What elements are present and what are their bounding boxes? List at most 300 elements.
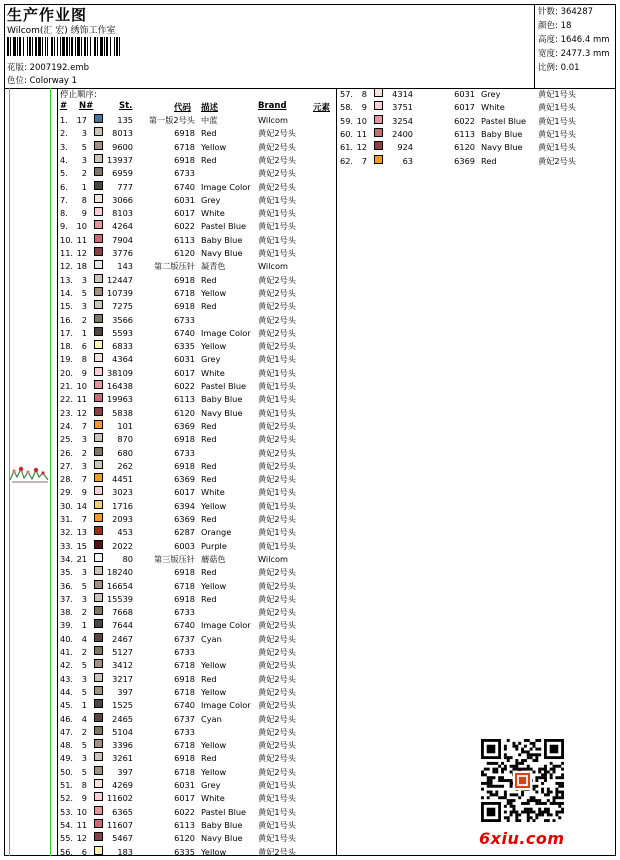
row-code: 6718 [174, 580, 195, 591]
stat-label: 高度: [538, 35, 558, 45]
row-stitches: 13937 [106, 154, 133, 165]
row-brand: 黄妃1号头 [258, 221, 296, 232]
row-code: 6003 [174, 540, 195, 551]
row-index: 60. [340, 128, 354, 139]
row-brand: 黄妃2号头 [258, 673, 296, 684]
row-stitches: 7668 [112, 607, 133, 618]
color-swatch [374, 128, 383, 137]
row-description: Orange [201, 527, 232, 538]
row-stitches: 3254 [392, 115, 413, 126]
color-swatch [94, 154, 103, 163]
row-stitches: 2093 [112, 514, 133, 524]
row-index: 61. [340, 142, 354, 153]
color-swatch [94, 473, 103, 482]
row-index: 56. [60, 846, 74, 857]
row-description: Cyan [201, 713, 222, 724]
row-stitches: 3776 [112, 248, 133, 258]
row-brand: 黄妃2号头 [258, 434, 296, 445]
row-code: 6369 [454, 155, 475, 166]
row-brand: 黄妃2号头 [258, 168, 296, 179]
row-index: 39. [60, 620, 74, 631]
row-needle: 5 [81, 660, 87, 671]
color-swatch [94, 540, 103, 549]
colorway-line [7, 74, 77, 86]
row-code: 6740 [174, 181, 195, 192]
row-brand: 黄妃1号头 [258, 367, 296, 378]
row-code: 6737 [174, 633, 195, 644]
row-description: Red [481, 155, 497, 166]
table-row [59, 420, 335, 433]
row-description: Red [201, 460, 217, 471]
row-needle: 3 [81, 593, 87, 604]
row-index: 30. [60, 500, 74, 511]
row-needle: 3 [81, 673, 87, 684]
row-index: 22. [60, 394, 74, 405]
row-brand: 黄妃2号头 [258, 846, 296, 857]
row-code: 6718 [174, 740, 195, 751]
stat-value: 0.01 [560, 63, 580, 73]
row-code: 6031 [174, 780, 195, 790]
row-index: 36. [60, 580, 74, 591]
colorway-value: Colorway 1 [29, 76, 78, 86]
row-description: Navy Blue [201, 407, 243, 418]
row-index: 1. [60, 115, 68, 125]
row-index: 7. [60, 194, 68, 205]
row-index: 27. [60, 460, 74, 471]
row-brand: 黄妃2号头 [258, 766, 296, 777]
row-index: 57. [340, 89, 354, 99]
row-needle: 3 [81, 567, 87, 578]
table-row [59, 752, 335, 765]
row-stitches: 870 [117, 434, 133, 445]
table-row [59, 593, 335, 606]
row-code: 6369 [174, 474, 195, 485]
table-row [59, 792, 335, 805]
row-description: Red [201, 753, 217, 764]
row-index: 9. [60, 221, 68, 232]
row-description: Navy Blue [201, 248, 243, 258]
row-needle: 3 [81, 154, 87, 165]
table-row [59, 194, 335, 207]
table-row [59, 287, 335, 300]
table-row [59, 566, 335, 579]
row-index: 10. [60, 234, 74, 245]
row-needle: 7 [81, 474, 87, 485]
table-row [59, 633, 335, 646]
row-needle: 5 [81, 766, 87, 777]
row-stitches: 5127 [112, 647, 133, 657]
row-brand: 黄妃2号头 [258, 700, 296, 711]
row-needle: 10 [76, 806, 87, 817]
row-index: 37. [60, 593, 74, 604]
row-stitches: 1716 [112, 500, 133, 511]
stat-label: 宽度: [538, 49, 558, 59]
row-brand: 黄妃2号头 [258, 726, 296, 737]
row-code: 6718 [174, 686, 195, 697]
row-brand: 黄妃2号头 [258, 593, 296, 604]
row-brand: 黄妃2号头 [258, 141, 296, 152]
table-row [59, 300, 335, 313]
color-swatch [94, 593, 103, 602]
row-stitches: 3217 [112, 673, 133, 684]
row-index: 55. [60, 833, 74, 844]
row-stitches: 924 [397, 142, 413, 153]
row-index: 52. [60, 793, 74, 804]
row-brand: 黄妃2号头 [258, 753, 296, 764]
row-code: 6918 [174, 128, 195, 139]
color-swatch [94, 314, 103, 323]
row-description: Yellow [201, 341, 227, 352]
color-swatch [94, 500, 103, 509]
color-swatch [94, 566, 103, 575]
row-stitches: 397 [117, 766, 133, 777]
row-description: Purple [201, 540, 227, 551]
row-brand: 黄妃1号头 [258, 208, 296, 219]
row-stitches: 3412 [112, 660, 133, 671]
row-index: 18. [60, 341, 74, 352]
row-stitches: 8103 [112, 208, 133, 219]
row-description: Pastel Blue [201, 381, 247, 391]
row-stitches: 11607 [106, 819, 133, 830]
row-needle: 8 [81, 780, 87, 790]
table-row [59, 699, 335, 712]
row-needle: 10 [356, 115, 367, 126]
row-index: 12. [60, 261, 74, 272]
table-row [59, 141, 335, 154]
color-swatch [94, 526, 103, 535]
row-index: 49. [60, 753, 74, 764]
table-row [339, 101, 615, 114]
row-needle: 9 [81, 487, 87, 498]
table-row [59, 606, 335, 619]
row-needle: 5 [81, 740, 87, 751]
color-swatch [94, 260, 103, 269]
color-swatch [94, 127, 103, 136]
row-brand: Wilcom [258, 553, 288, 564]
row-stitches: 15539 [106, 593, 133, 604]
row-brand: 黄妃2号头 [258, 580, 296, 591]
row-brand: 黄妃1号头 [258, 806, 296, 817]
col-header-n: N# [79, 101, 94, 111]
row-brand: 黄妃1号头 [538, 102, 576, 113]
row-description: Red [201, 420, 217, 431]
page-title: 生产作业图 [7, 6, 88, 24]
color-swatch [94, 247, 103, 256]
table-row [59, 274, 335, 287]
table-row [59, 393, 335, 406]
color-swatch [94, 713, 103, 722]
row-brand: 黄妃2号头 [258, 620, 296, 631]
row-code: 6120 [174, 248, 195, 258]
row-brand: 黄妃2号头 [258, 633, 296, 644]
color-swatch [374, 155, 383, 164]
row-stitches: 9600 [112, 141, 133, 152]
row-brand: Wilcom [258, 261, 288, 272]
row-needle: 6 [81, 341, 87, 352]
row-stitches: 19963 [106, 394, 133, 405]
row-needle: 2 [81, 647, 87, 657]
color-swatch [94, 327, 103, 336]
row-brand: 黄妃2号头 [258, 567, 296, 578]
color-swatch [94, 234, 103, 243]
table-row [59, 513, 335, 526]
row-needle: 11 [76, 394, 87, 405]
row-description: Baby Blue [201, 234, 243, 245]
row-brand: 黄妃2号头 [258, 713, 296, 724]
color-swatch [94, 633, 103, 642]
row-needle: 1 [81, 700, 87, 711]
stat-value: 2477.3 mm [560, 49, 610, 59]
table-row [59, 832, 335, 845]
table-row [59, 220, 335, 233]
row-needle: 7 [81, 420, 87, 431]
row-description: Image Color [201, 700, 251, 711]
row-code: 6718 [174, 287, 195, 298]
table-row [59, 766, 335, 779]
row-needle: 14 [76, 500, 87, 511]
table-row [339, 115, 615, 128]
row-index: 13. [60, 274, 74, 285]
table-row [59, 380, 335, 393]
row-stitches: 2465 [112, 713, 133, 724]
row-code: 6031 [454, 89, 475, 99]
row-index: 6. [60, 181, 68, 192]
row-stitches: 135 [117, 115, 133, 125]
table-row [59, 726, 335, 739]
row-stitches: 1525 [112, 700, 133, 711]
left-panel-divider [57, 88, 58, 856]
row-index: 21. [60, 381, 74, 391]
row-stitches: 5104 [112, 726, 133, 737]
row-needle: 5 [81, 686, 87, 697]
row-code: 6740 [174, 327, 195, 338]
stat-label: 针数: [538, 7, 558, 17]
design-file: 2007192.emb [29, 63, 90, 73]
row-code: 6918 [174, 434, 195, 445]
row-stitches: 183 [117, 846, 133, 857]
row-needle: 2 [81, 447, 87, 458]
row-stitches: 3751 [392, 102, 413, 113]
row-code: 6733 [174, 168, 195, 179]
table-row [59, 486, 335, 499]
row-description: Red [201, 301, 217, 312]
row-description: White [201, 793, 225, 804]
row-description: Red [201, 474, 217, 485]
row-index: 42. [60, 660, 74, 671]
row-needle: 3 [81, 274, 87, 285]
row-brand: 黄妃1号头 [258, 833, 296, 844]
color-swatch [94, 686, 103, 695]
row-needle: 9 [81, 793, 87, 804]
row-needle: 9 [361, 102, 367, 113]
col-header-desc: 描述 [201, 103, 219, 113]
row-description: Pastel Blue [481, 115, 527, 126]
row-description: Pastel Blue [201, 221, 247, 232]
color-swatch [94, 792, 103, 801]
row-index: 48. [60, 740, 74, 751]
row-needle: 10 [76, 221, 87, 232]
table-row [59, 260, 335, 273]
row-code: 6031 [174, 194, 195, 205]
row-description: Grey [201, 780, 221, 790]
table-row [59, 673, 335, 686]
stat-scale [538, 61, 616, 75]
row-needle: 12 [76, 407, 87, 418]
stat-label: 颜色: [538, 21, 558, 31]
table-row [59, 646, 335, 659]
row-stitches: 12447 [106, 274, 133, 285]
table-row [59, 846, 335, 859]
row-code: 6733 [174, 647, 195, 657]
row-needle: 3 [81, 434, 87, 445]
row-stitches: 2467 [112, 633, 133, 644]
company-name: Wilcom(汇 宏) 绣饰工作室 [7, 26, 116, 36]
row-brand: 黄妃2号头 [258, 154, 296, 165]
row-description: Yellow [201, 500, 227, 511]
table-row [59, 167, 335, 180]
row-code: 6737 [174, 713, 195, 724]
row-brand: 黄妃2号头 [258, 474, 296, 485]
row-needle: 1 [81, 620, 87, 631]
color-swatch [94, 832, 103, 841]
table-row [59, 739, 335, 752]
table-row [59, 686, 335, 699]
row-index: 26. [60, 447, 74, 458]
row-stitches: 262 [117, 460, 133, 471]
row-code: 6918 [174, 673, 195, 684]
row-code: 6113 [174, 234, 195, 245]
row-index: 3. [60, 141, 68, 152]
color-swatch [94, 846, 103, 855]
row-description: 中蓝 [201, 115, 218, 125]
table-row [59, 154, 335, 167]
color-swatch [94, 766, 103, 775]
table-row [59, 819, 335, 832]
row-code: 6120 [174, 833, 195, 844]
row-index: 54. [60, 819, 74, 830]
row-stitches: 6833 [112, 341, 133, 352]
row-code: 6022 [454, 115, 475, 126]
table-row [59, 207, 335, 220]
row-stitches: 11602 [106, 793, 133, 804]
row-brand: 黄妃2号头 [258, 327, 296, 338]
table-row [59, 234, 335, 247]
row-brand: 黄妃1号头 [258, 394, 296, 405]
row-brand: 黄妃2号头 [258, 420, 296, 431]
row-index: 59. [340, 115, 354, 126]
row-code: 第三版压针 [154, 553, 195, 564]
color-swatch [94, 819, 103, 828]
color-swatch [94, 433, 103, 442]
color-swatch [94, 367, 103, 376]
table-row [59, 247, 335, 260]
table-row [339, 88, 615, 101]
row-brand: 黄妃1号头 [258, 540, 296, 551]
row-needle: 7 [361, 155, 367, 166]
row-brand: 黄妃1号头 [258, 234, 296, 245]
row-index: 14. [60, 287, 74, 298]
row-description: Navy Blue [201, 833, 243, 844]
design-file-line [7, 61, 89, 73]
row-code: 6022 [174, 381, 195, 391]
row-needle: 13 [76, 527, 87, 538]
color-swatch [94, 779, 103, 788]
design-label: 花版: [7, 63, 27, 73]
row-brand: 黄妃2号头 [538, 155, 576, 166]
color-swatch [94, 340, 103, 349]
row-index: 35. [60, 567, 74, 578]
row-description: Yellow [201, 846, 227, 857]
row-needle: 5 [81, 141, 87, 152]
row-brand: 黄妃2号头 [258, 660, 296, 671]
row-brand: 黄妃2号头 [258, 301, 296, 312]
row-code: 6017 [174, 208, 195, 219]
row-index: 19. [60, 354, 74, 365]
row-needle: 8 [81, 194, 87, 205]
row-needle: 8 [361, 89, 367, 99]
table-row [59, 500, 335, 513]
row-brand: 黄妃1号头 [538, 128, 576, 139]
row-index: 23. [60, 407, 74, 418]
row-stitches: 3023 [112, 487, 133, 498]
color-swatch [94, 393, 103, 402]
row-description: Baby Blue [201, 394, 243, 405]
row-description: Yellow [201, 660, 227, 671]
row-description: Red [201, 593, 217, 604]
row-stitches: 4451 [112, 474, 133, 485]
table-row [339, 141, 615, 154]
stat-colors [538, 19, 616, 33]
row-needle: 6 [81, 846, 87, 857]
row-code: 6918 [174, 301, 195, 312]
table-row [59, 540, 335, 553]
row-index: 15. [60, 301, 74, 312]
row-index: 51. [60, 780, 74, 790]
row-code: 6918 [174, 593, 195, 604]
row-description: 凝青色 [201, 261, 226, 272]
row-needle: 12 [76, 248, 87, 258]
table-row [59, 327, 335, 340]
row-code: 6718 [174, 141, 195, 152]
row-stitches: 5593 [112, 327, 133, 338]
row-index: 24. [60, 420, 74, 431]
row-code: 6918 [174, 274, 195, 285]
table-row [59, 619, 335, 632]
row-index: 20. [60, 367, 74, 378]
row-brand: 黄妃1号头 [258, 500, 296, 511]
row-brand: 黄妃2号头 [258, 740, 296, 751]
row-code: 6918 [174, 753, 195, 764]
color-swatch [94, 619, 103, 628]
row-needle: 4 [81, 633, 87, 644]
row-needle: 21 [76, 553, 87, 564]
row-description: Red [201, 154, 217, 165]
color-swatch [94, 167, 103, 176]
row-description: Pastel Blue [201, 806, 247, 817]
stat-width [538, 47, 616, 61]
row-description: Red [201, 673, 217, 684]
table-row [59, 659, 335, 672]
row-stitches: 8013 [112, 128, 133, 139]
row-code: 6335 [174, 341, 195, 352]
row-code: 6017 [174, 367, 195, 378]
color-swatch [94, 420, 103, 429]
row-brand: 黄妃2号头 [258, 514, 296, 524]
table-row [59, 447, 335, 460]
row-stitches: 2022 [112, 540, 133, 551]
row-brand: 黄妃1号头 [258, 527, 296, 538]
row-index: 5. [60, 168, 68, 179]
